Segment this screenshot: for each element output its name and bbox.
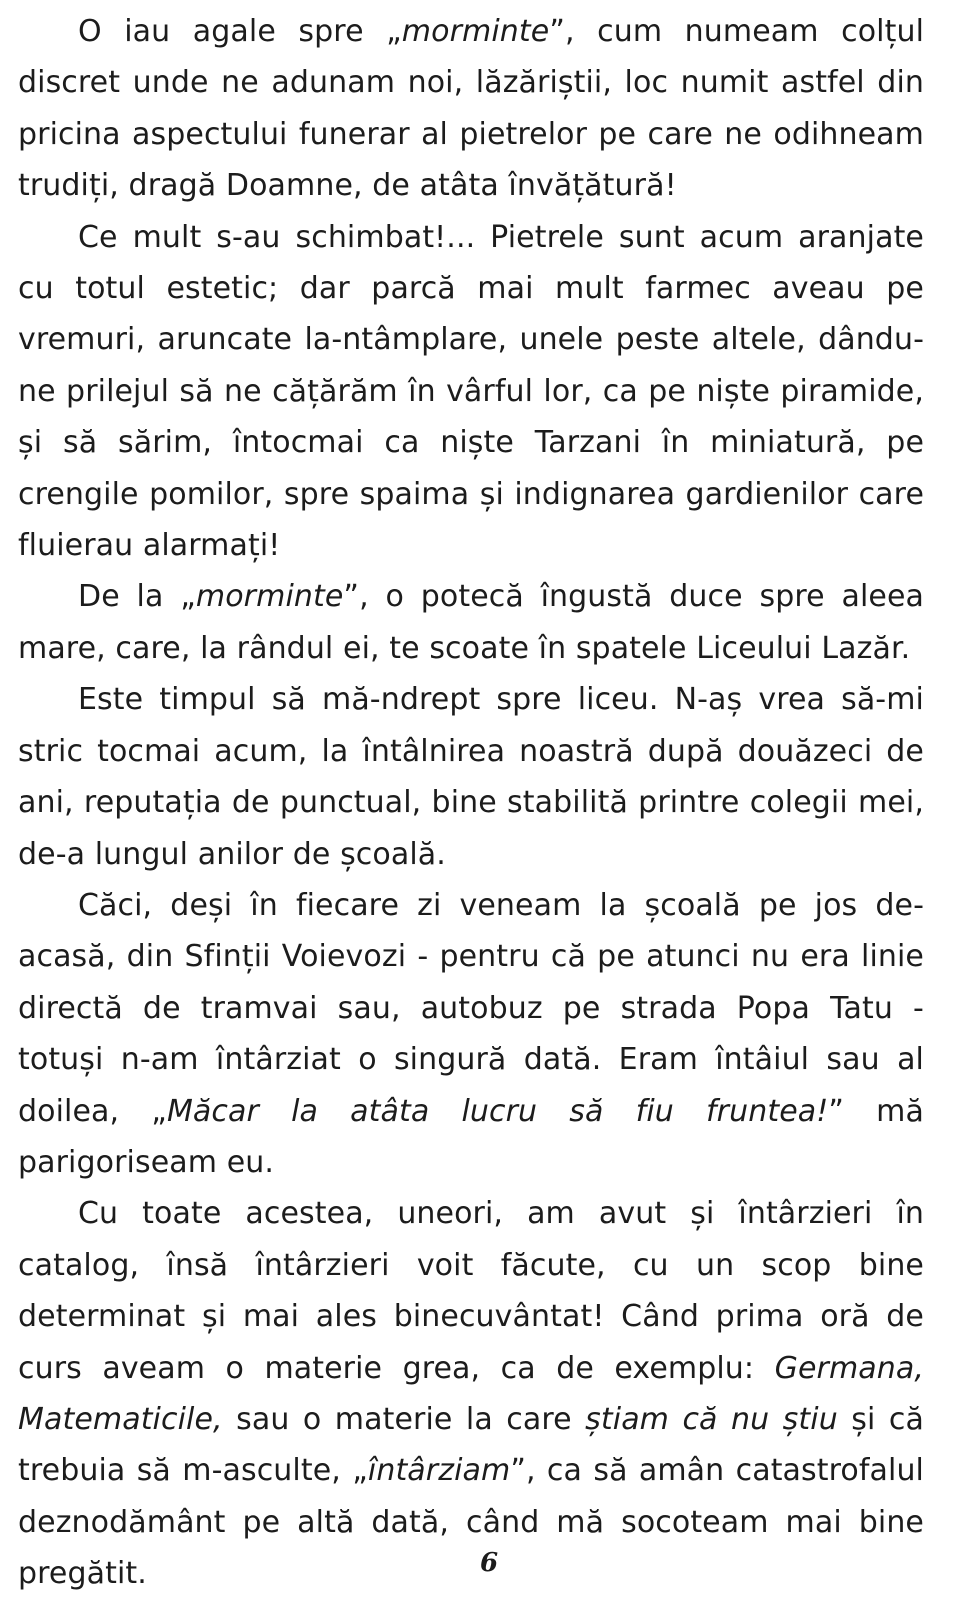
paragraph-italic-text: întârziam	[367, 1453, 511, 1489]
paragraph-text: Cu toate acestea, uneori, am avut și întârzieri în catalog, însă întârzieri voit făcute, cu un scop bine determinat și mai ales binecuvântat! Când prima oră de curs aveam o materie grea, ca de exemplu:	[18, 1196, 924, 1386]
paragraph-2	[18, 212, 924, 572]
paragraph-text: și că trebuia să m-asculte, „	[18, 1401, 924, 1489]
paragraph-1	[18, 6, 924, 212]
paragraph-italic-text: morminte	[195, 579, 344, 615]
paragraph-text: ”, cum numeam colțul discret unde ne adunam noi, lăzăriștii, loc numit astfel din pricina aspectului funerar al pietrelor pe care ne odihneam trudiți, dragă Doamne, de atâta învățătură!	[18, 14, 924, 204]
paragraph-6	[18, 1188, 924, 1599]
paragraph-text: sau o materie la care	[222, 1401, 586, 1437]
paragraph-text: ”, ca să amân catastrofalul deznodământ pe altă dată, când mă socoteam mai bine pregătit.	[18, 1453, 924, 1592]
paragraph-italic-text: Germana, Matematicile,	[18, 1350, 924, 1437]
paragraph-text: ” mă parigoriseam eu.	[18, 1093, 924, 1180]
paragraph-text: Căci, deși în fiecare zi veneam la școală pe jos de-acasă, din Sfinții Voievozi - pentru că pe atunci nu era linie directă de tramvai sau, autobuz pe strada Popa Tatu - totuși n-am întârziat o singură dată. Eram întâiul sau al doilea, „	[18, 887, 924, 1129]
paragraph-italic-text: știam că nu știu	[585, 1401, 838, 1437]
paragraph-3	[18, 571, 924, 674]
paragraph-italic-text: morminte	[401, 14, 550, 49]
page-number: 6	[479, 1548, 499, 1578]
paragraph-text: ”, o potecă îngustă duce spre aleea mare, care, la rândul ei, te scoate în spatele Liceului Lazăr.	[18, 579, 925, 666]
paragraph-italic-text: Măcar la atâta lucru să fiu fruntea!	[166, 1093, 829, 1129]
paragraph-text: De la „	[78, 579, 196, 615]
paragraph-text: O iau agale spre „	[78, 14, 402, 49]
page-body	[18, 6, 924, 1600]
paragraph-5	[18, 880, 924, 1188]
paragraph-text: Ce mult s-au schimbat!... Pietrele sunt acum aranjate cu totul estetic; dar parcă mai mult farmec aveau pe vremuri, aruncate la-ntâmplare, unele peste altele, dându-ne prilejul să ne cățărăm în vârful lor, ca pe niște piramide, și să sărim, întocmai ca niște Tarzani în miniatură, pe crengile pomilor, spre spaima și indignarea gardienilor care fluierau alarmați!	[18, 219, 924, 564]
paragraph-4	[18, 674, 924, 880]
paragraph-text: Este timpul să mă-ndrept spre liceu. N-aș vrea să-mi stric tocmai acum, la întâlnirea noastră după douăzeci de ani, reputația de punctual, bine stabilită printre colegii mei, de-a lungul anilor de școală.	[18, 682, 924, 872]
